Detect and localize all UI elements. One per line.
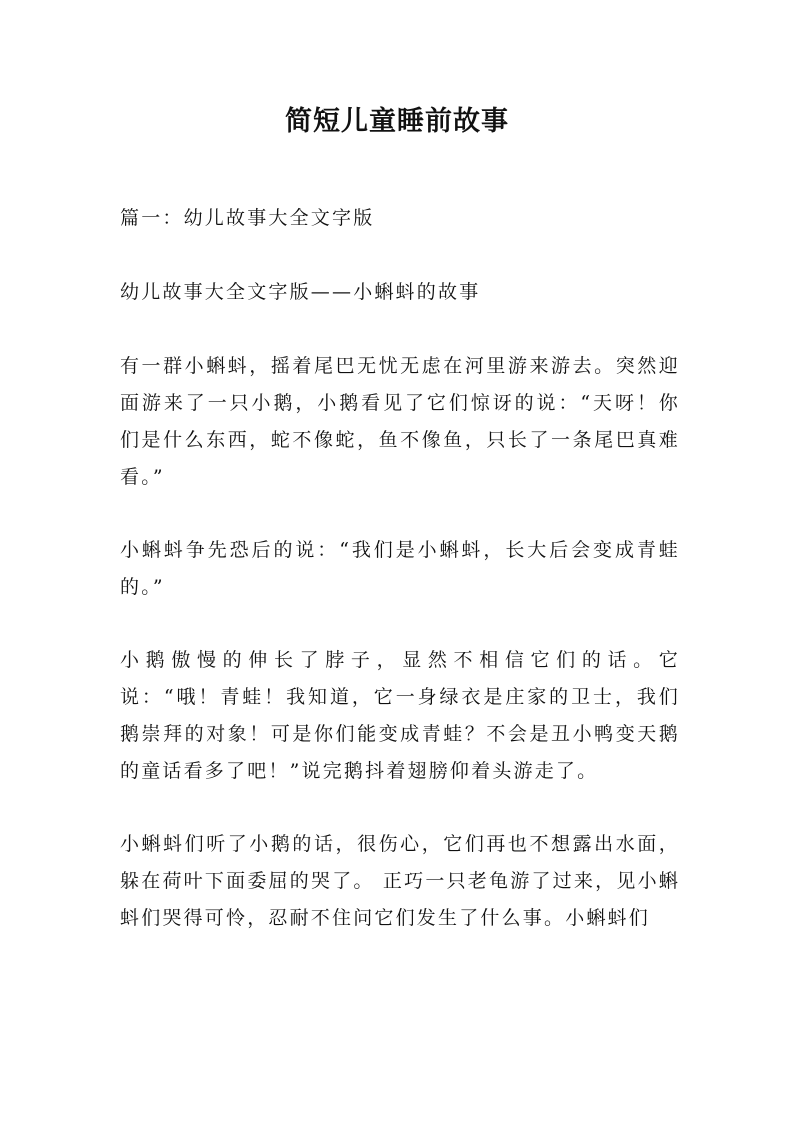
document-body xyxy=(120,200,680,973)
paragraph-4: 小蝌蚪们听了小鹅的话，很伤心，它们再也不想露出水面，躲在荷叶下面委屈的哭了。 正巧一只老龟游了过来，见小蝌蚪们哭得可怜，忍耐不住问它们发生了什么事。小蝌蚪们 xyxy=(120,833,680,929)
paragraph-3: 小鹅傲慢的伸长了脖子，显然不相信它们的话。它说：“哦！青蛙！我知道，它一身绿衣是庄家的卫士，我们鹅崇拜的对象！可是你们能变成青蛙？不会是丑小鸭变天鹅的童话看多了吧！”说完鹅抖着翅膀仰着头游走了。 xyxy=(120,649,680,782)
story-heading: 幼儿故事大全文字版——小蝌蚪的故事 xyxy=(120,281,481,303)
section-heading: 篇一：幼儿故事大全文字版 xyxy=(120,207,375,229)
paragraph-2: 小蝌蚪争先恐后的说：“我们是小蝌蚪，长大后会变成青蛙的。” xyxy=(120,539,680,598)
document-title: 简短儿童睡前故事 xyxy=(285,106,509,137)
paragraph-1: 有一群小蝌蚪，摇着尾巴无忧无虑在河里游来游去。突然迎面游来了一只小鹅，小鹅看见了它们惊讶的说：“天呀！你们是什么东西，蛇不像蛇，鱼不像鱼，只长了一条尾巴真难看。” xyxy=(120,355,680,488)
